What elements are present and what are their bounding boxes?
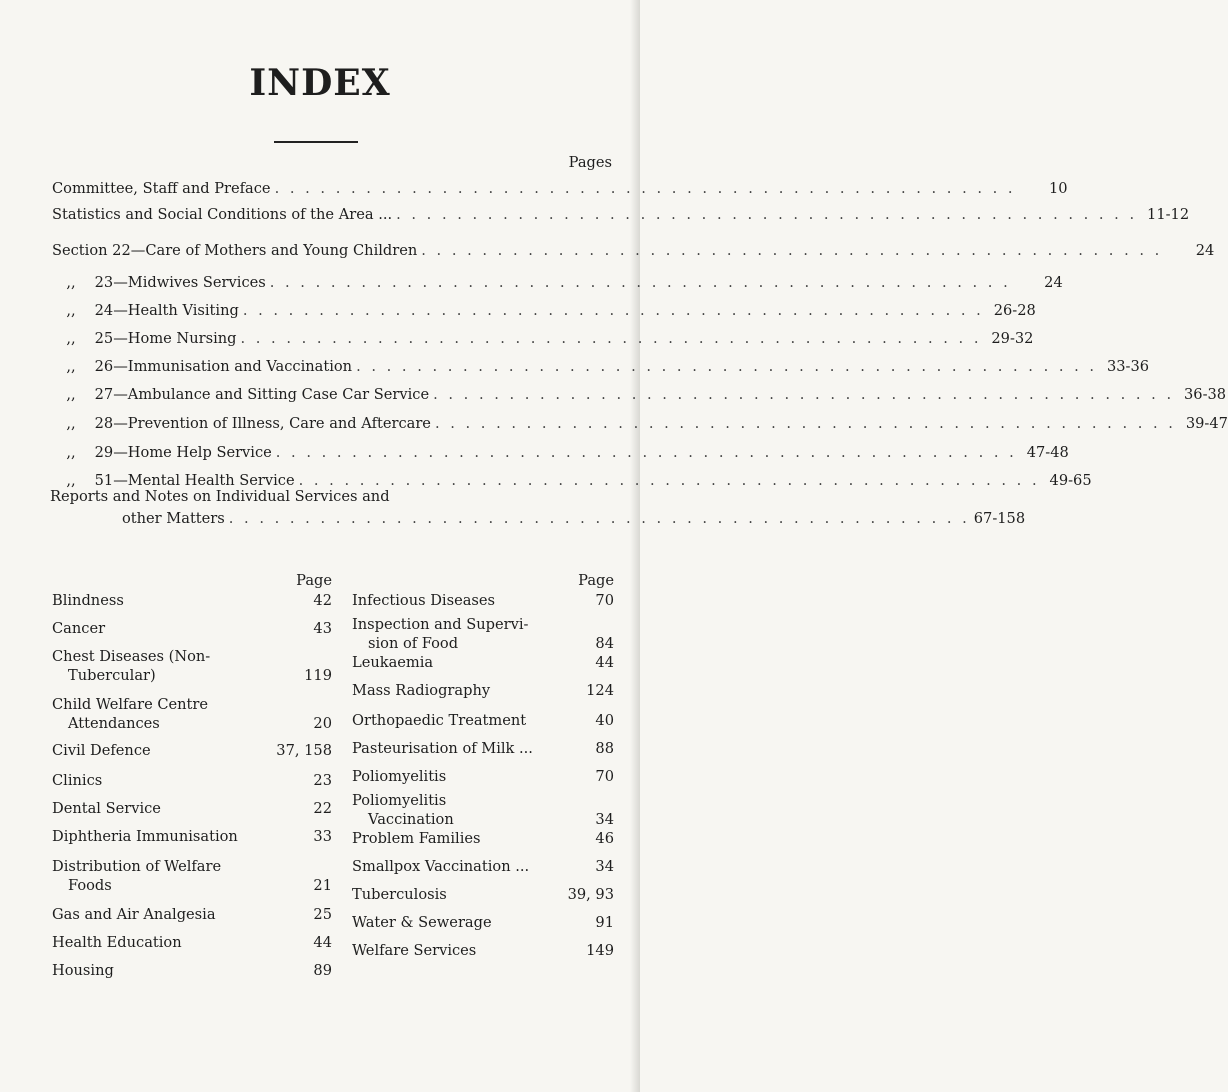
index-entry-text: Housing [52,962,114,979]
contents-entry-pages: 47-48 [1026,444,1069,461]
contents-entry-text: 24—Health Visiting [94,302,239,319]
dot-leader: . . . . . . . . . . . . . . . . . . . . . . . . . . . . . . . . . . . . . . . . . . . . . . . . . [356,358,1098,375]
contents-entry [52,242,1215,264]
dot-leader: . . . . . . . . . . . . . . . . . . . . . . . . . . . . . . . . . . . . . . . . . . . . . . . . . [269,274,1011,291]
contents-entry-text: 28—Prevention of Illness, Care and Aftercare [94,415,431,432]
reports-entry-line1: Reports and Notes on Individual Services and [50,488,390,505]
contents-entry-label [52,330,236,347]
index-entry-text: Leukaemia [352,654,434,671]
dot-leader: . . . . . . . . . . . . . . . . . . . . . . . . . . . . . . . . . . . . . . . . . . . . . . . . . [396,206,1138,223]
page-edge-shadow [630,0,640,1092]
index-entry-page: 119 [304,667,332,684]
index-entry-text: Welfare Services [352,942,477,959]
contents-entry [52,206,1190,228]
contents-entry-text: 25—Home Nursing [94,330,237,347]
index-entry-text: Tuberculosis [352,886,447,903]
contents-entry-pages: 39-47 [1185,415,1228,432]
index-entry-text: Pasteurisation of Milk ... [352,740,533,757]
index-entry-page: 21 [313,877,332,894]
index-entry-page: 40 [595,712,614,729]
contents-entry-label [52,472,295,489]
index-entry-page: 70 [595,768,614,785]
index-entry-page: 46 [595,830,614,847]
contents-entry-pages: 49-65 [1049,472,1092,489]
index-entry-text: Health Education [52,934,182,951]
index-entry-page: 89 [313,962,332,979]
contents-entry-text: 27—Ambulance and Sitting Case Car Service [94,386,430,403]
index-entry-page: 44 [595,654,614,671]
contents-entry-text: Committee, Staff and Preface [52,180,271,197]
contents-entry-label [52,180,271,197]
reports-entry-pages: 67-158 [973,510,1026,527]
dot-leader: . . . . . . . . . . . . . . . . . . . . . . . . . . . . . . . . . . . . . . . . . . . . . . . . . [240,330,982,347]
index-entry-text: Smallpox Vaccination ... [352,858,530,875]
contents-entry-pages: 33-36 [1106,358,1150,375]
index-entry-page: 44 [313,934,332,951]
ditto-mark: ,, [66,472,76,489]
index-entry-text: Cancer [52,620,106,637]
contents-entry-text: 26—Immunisation and Vaccination [94,358,353,375]
dot-leader: . . . . . . . . . . . . . . . . . . . . . . . . . . . . . . . . . . . . . . . . . . . . . . . . . [298,472,1040,489]
contents-entry-pages: 11-12 [1147,206,1190,223]
index-entry-text: Tubercular) [68,667,156,684]
contents-entry-text: 23—Midwives Services [94,274,266,291]
pages-header: Pages [568,154,612,171]
index-entry-text: Dental Service [52,800,161,817]
index-entry-text: Blindness [52,592,124,609]
reports-entry [122,510,1026,532]
dot-leader: . . . . . . . . . . . . . . . . . . . . . . . . . . . . . . . . . . . . . . . . . . . . . . . . . [421,242,1163,259]
ditto-mark: ,, [66,444,76,461]
contents-entry-label [52,206,392,223]
index-entry-page: 34 [595,858,614,875]
contents-entry-text: 29—Home Help Service [94,444,272,461]
index-entry-page: 91 [595,914,614,931]
ditto-mark: ,, [66,415,76,432]
contents-entry-label [52,242,417,259]
contents-entry-text: 51—Mental Health Service [94,472,295,489]
ditto-mark: ,, [66,386,76,403]
contents-entry-pages: 10 [1048,180,1068,197]
index-entry-text: Inspection and Supervi- [352,616,529,633]
index-entry-text: Diphtheria Immunisation [52,828,238,845]
index-entry-page: 22 [313,800,332,817]
contents-entry [52,415,1228,437]
dot-leader: . . . . . . . . . . . . . . . . . . . . . . . . . . . . . . . . . . . . . . . . . . . . . . . . . [228,510,970,527]
index-entry-page: 42 [313,592,332,609]
index-entry-page: 88 [595,740,614,757]
contents-entry-text: Statistics and Social Conditions of the Area ... [52,206,393,223]
contents-entry-pages: 36-38 [1184,386,1227,403]
page-header-left: Page [296,572,332,589]
index-entry-page: 37, 158 [276,742,332,759]
dot-leader: . . . . . . . . . . . . . . . . . . . . . . . . . . . . . . . . . . . . . . . . . . . . . . . . . [434,415,1176,432]
dot-leader: . . . . . . . . . . . . . . . . . . . . . . . . . . . . . . . . . . . . . . . . . . . . . . . . . [242,302,984,319]
index-entry-text: Distribution of Welfare [52,858,222,875]
contents-entry-label [52,415,431,432]
index-entry-text: Gas and Air Analgesia [52,906,216,923]
index-entry-page: 124 [586,682,614,699]
index-entry-page: 43 [313,620,332,637]
index-entry-page: 20 [313,715,332,732]
contents-entry [52,180,1068,202]
index-entry-page: 23 [313,772,332,789]
contents-entry-text: Section 22—Care of Mothers and Young Children [52,242,418,259]
index-entry-text: Child Welfare Centre [52,696,209,713]
index-entry-text: Mass Radiography [352,682,491,699]
contents-entry-label [52,274,266,291]
index-entry-text: Infectious Diseases [352,592,496,609]
ditto-mark: ,, [66,330,76,347]
index-entry-page: 33 [313,828,332,845]
contents-entry-pages: 24 [1044,274,1063,291]
dot-leader: . . . . . . . . . . . . . . . . . . . . . . . . . . . . . . . . . . . . . . . . . . . . . . . . . [433,386,1175,403]
contents-entry-label [52,302,239,319]
index-entry-text: Problem Families [352,830,481,847]
contents-entry-label [52,444,272,461]
contents-entry [52,386,1227,408]
ditto-mark: ,, [66,302,76,319]
dot-leader: . . . . . . . . . . . . . . . . . . . . . . . . . . . . . . . . . . . . . . . . . . . . . . . . . [275,444,1017,461]
index-entry-page: 70 [595,592,614,609]
index-entry-text: Poliomyelitis [352,792,447,809]
contents-entry-label [52,358,352,375]
index-entry-page: 39, 93 [567,886,614,903]
page-header-right: Page [578,572,614,589]
index-entry-text: Water & Sewerage [352,914,492,931]
contents-entry [52,274,1063,296]
contents-entry [52,330,1034,352]
contents-entry [52,302,1036,324]
index-entry-text: Chest Diseases (Non- [52,648,211,665]
index-entry-page: 84 [595,635,614,652]
contents-entry-pages: 29-32 [991,330,1034,347]
index-entry-text: Foods [68,877,112,894]
index-entry-text: Orthopaedic Treatment [352,712,527,729]
index-entry-text: Civil Defence [52,742,151,759]
dot-leader: . . . . . . . . . . . . . . . . . . . . . . . . . . . . . . . . . . . . . . . . . . . . . . . . . [274,180,1016,197]
reports-entry-line2: other Matters [122,510,225,527]
title-rule [274,141,358,143]
index-entry-text: Vaccination [368,811,454,828]
index-entry-text: Poliomyelitis [352,768,447,785]
contents-entry-label [52,386,429,403]
ditto-mark: ,, [66,274,76,291]
contents-entry [52,444,1069,466]
contents-entry-pages: 26-28 [993,302,1036,319]
index-entry-page: 34 [595,811,614,828]
index-entry-page: 149 [586,942,614,959]
index-entry-page: 25 [313,906,332,923]
page-title: INDEX [249,62,391,104]
index-entry-text: sion of Food [368,635,459,652]
index-entry-text: Attendances [68,715,160,732]
contents-entry [52,358,1150,380]
contents-entry-pages: 24 [1195,242,1215,259]
ditto-mark: ,, [66,358,76,375]
index-entry-text: Clinics [52,772,103,789]
